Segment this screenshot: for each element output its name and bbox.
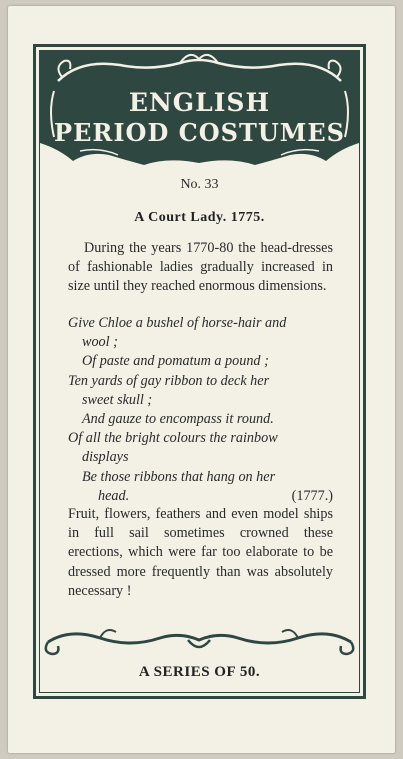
outro-paragraph: Fruit, flowers, feathers and even model ships in full sail sometimes crowned these erections, which were far too elaborate to be dressed more frequently than was absolutely necessary ! xyxy=(68,506,333,599)
poem-year: (1777.) xyxy=(291,487,333,504)
title-line-2: PERIOD COSTUMES xyxy=(54,118,345,147)
title-line-1: ENGLISH xyxy=(128,88,271,117)
poem-line: Be those ribbons that hang on her xyxy=(82,468,276,485)
poem-line: head. xyxy=(98,487,130,504)
poem-verse xyxy=(68,314,333,506)
poem-line: Of paste and pomatum a pound ; xyxy=(82,353,269,370)
footer-ornament xyxy=(40,624,359,660)
card-heading: A Court Lady. 1775. xyxy=(134,210,265,225)
intro-paragraph: During the years 1770-80 the head-dresses of fashionable ladies gradually increased in size until they reached enormous dimensions. xyxy=(68,240,333,295)
poem-last-line xyxy=(68,487,333,506)
poem-line: Give Chloe a bushel of horse-hair and xyxy=(68,315,287,331)
poem-line: wool ; xyxy=(82,334,118,351)
series-caption: A SERIES OF 50. xyxy=(138,664,261,680)
poem-line: Ten yards of gay ribbon to deck her xyxy=(68,372,270,389)
poem-line: sweet skull ; xyxy=(82,391,153,408)
poem-line: Of all the bright colours the rainbow xyxy=(68,430,278,447)
card-number: No. 33 xyxy=(180,177,219,192)
poem-line: displays xyxy=(82,449,129,466)
poem-line: And gauze to encompass it round. xyxy=(82,411,274,428)
